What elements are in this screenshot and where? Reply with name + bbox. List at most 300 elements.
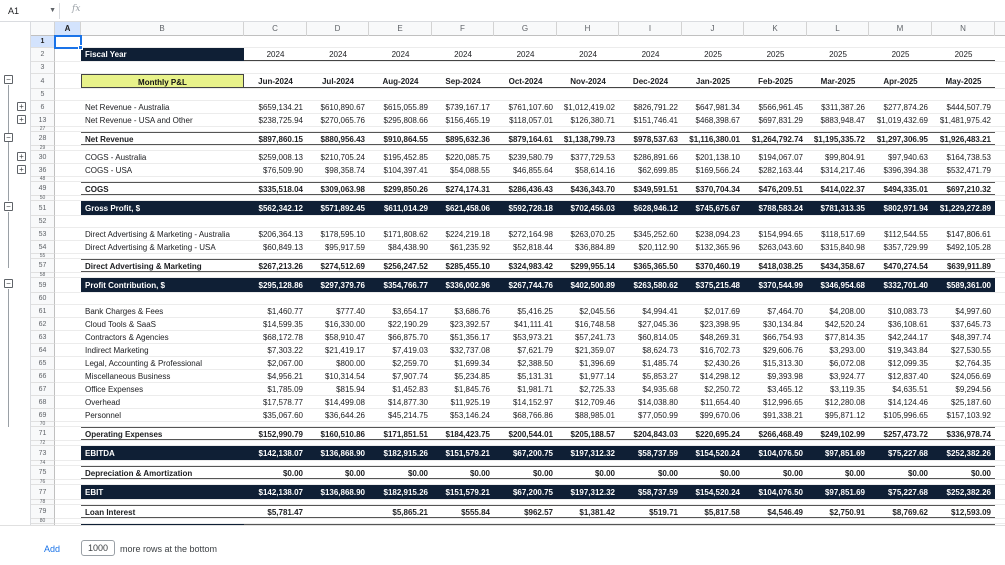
value-cell[interactable]: $99,670.06 bbox=[699, 411, 740, 420]
value-cell[interactable]: $16,748.58 bbox=[574, 320, 615, 329]
value-cell[interactable]: $802,971.94 bbox=[869, 201, 932, 215]
value-cell[interactable]: $238,094.23 bbox=[695, 230, 740, 239]
value-cell[interactable]: $532,471.79 bbox=[946, 166, 991, 175]
value-cell[interactable]: $12,996.65 bbox=[762, 398, 803, 407]
value-cell[interactable]: $14,038.80 bbox=[637, 398, 678, 407]
value-cell[interactable]: $1,138,799.73 bbox=[557, 132, 619, 145]
value-cell[interactable]: $88,985.01 bbox=[574, 411, 615, 420]
value-cell[interactable]: $324,983.42 bbox=[494, 259, 557, 272]
value-cell[interactable]: $1,452.83 bbox=[392, 385, 428, 394]
value-cell[interactable]: $8,624.73 bbox=[642, 346, 678, 355]
value-cell[interactable]: $402,500.89 bbox=[557, 278, 619, 292]
value-cell[interactable]: $27,045.36 bbox=[637, 320, 678, 329]
row-header[interactable]: 79 bbox=[31, 505, 55, 519]
value-cell[interactable]: $2,725.33 bbox=[579, 385, 615, 394]
value-cell[interactable]: 2025 bbox=[807, 48, 869, 61]
value-cell[interactable]: $2,388.50 bbox=[517, 359, 553, 368]
value-cell[interactable]: $1,926,483.21 bbox=[932, 132, 995, 145]
value-cell[interactable]: $15,313.30 bbox=[762, 359, 803, 368]
value-cell[interactable]: 2025 bbox=[744, 48, 807, 61]
value-cell[interactable]: $184,423.75 bbox=[432, 427, 494, 440]
value-cell[interactable]: $154,520.24 bbox=[682, 446, 744, 460]
row-header[interactable]: 54 bbox=[31, 241, 55, 254]
row-label-cell[interactable]: Cloud Tools & SaaS bbox=[85, 320, 157, 329]
value-cell[interactable]: $224,219.18 bbox=[445, 230, 490, 239]
value-cell[interactable]: $136,868.90 bbox=[307, 485, 369, 499]
value-cell[interactable]: $739,167.17 bbox=[445, 103, 490, 112]
value-cell[interactable]: $370,544.99 bbox=[744, 278, 807, 292]
value-cell[interactable]: $206,364.13 bbox=[258, 230, 303, 239]
value-cell[interactable]: $263,580.62 bbox=[619, 278, 682, 292]
value-cell[interactable]: $883,948.47 bbox=[820, 116, 865, 125]
value-cell[interactable]: $14,298.12 bbox=[699, 372, 740, 381]
value-cell[interactable]: $879,164.61 bbox=[494, 132, 557, 145]
value-cell[interactable]: $370,704.34 bbox=[682, 182, 744, 195]
value-cell[interactable]: $118,057.01 bbox=[509, 116, 553, 125]
value-cell[interactable]: $555.84 bbox=[432, 505, 494, 518]
value-cell[interactable]: $259,008.13 bbox=[258, 153, 303, 162]
row-label-cell[interactable]: Fiscal Year bbox=[81, 48, 244, 61]
value-cell[interactable]: $14,124.46 bbox=[887, 398, 928, 407]
value-cell[interactable]: $68,766.86 bbox=[512, 411, 553, 420]
value-cell[interactable]: $659,134.21 bbox=[258, 103, 303, 112]
row-header[interactable]: 70 bbox=[31, 422, 55, 427]
expand-group-icon[interactable]: + bbox=[17, 115, 26, 124]
value-cell[interactable]: $1,699.34 bbox=[454, 359, 490, 368]
value-cell[interactable]: Dec-2024 bbox=[619, 74, 682, 88]
value-cell[interactable]: $1,785.09 bbox=[267, 385, 303, 394]
value-cell[interactable]: $286,891.66 bbox=[633, 153, 678, 162]
value-cell[interactable]: $12,709.46 bbox=[574, 398, 615, 407]
row-header[interactable]: 60 bbox=[31, 293, 55, 305]
value-cell[interactable]: $0.00 bbox=[682, 466, 744, 479]
value-cell[interactable]: $104,076.50 bbox=[744, 446, 807, 460]
value-cell[interactable]: $492,105.28 bbox=[946, 243, 991, 252]
value-cell[interactable]: $36,108.61 bbox=[887, 320, 928, 329]
value-cell[interactable]: $697,210.32 bbox=[932, 182, 995, 195]
value-cell[interactable]: 2025 bbox=[932, 48, 995, 61]
value-cell[interactable]: $9,294.56 bbox=[955, 385, 991, 394]
value-cell[interactable]: $0.00 bbox=[619, 466, 682, 479]
value-cell[interactable]: $1,485.74 bbox=[642, 359, 678, 368]
value-cell[interactable]: $194,067.07 bbox=[758, 153, 803, 162]
value-cell[interactable]: 2024 bbox=[494, 48, 557, 61]
value-cell[interactable]: $171,808.62 bbox=[383, 230, 428, 239]
value-cell[interactable]: Sep-2024 bbox=[432, 74, 494, 88]
row-header[interactable]: 67 bbox=[31, 383, 55, 396]
column-header-h[interactable]: H bbox=[557, 22, 619, 36]
row-label-cell[interactable]: Loan Interest bbox=[81, 505, 244, 518]
row-header[interactable]: 73 bbox=[31, 446, 55, 461]
row-header[interactable]: 69 bbox=[31, 409, 55, 422]
value-cell[interactable]: $777.40 bbox=[336, 307, 365, 316]
value-cell[interactable]: $3,686.76 bbox=[454, 307, 490, 316]
value-cell[interactable]: $60,814.05 bbox=[637, 333, 678, 342]
value-cell[interactable]: $238,725.94 bbox=[258, 116, 303, 125]
value-cell[interactable]: $118,517.69 bbox=[821, 230, 865, 239]
value-cell[interactable]: $75,227.68 bbox=[869, 446, 932, 460]
value-cell[interactable]: $22,190.29 bbox=[387, 320, 428, 329]
collapse-group-icon[interactable]: − bbox=[4, 133, 13, 142]
value-cell[interactable]: $195,452.85 bbox=[383, 153, 428, 162]
name-box[interactable] bbox=[4, 3, 60, 19]
value-cell[interactable]: $297,379.76 bbox=[307, 278, 369, 292]
value-cell[interactable]: $566,961.45 bbox=[758, 103, 803, 112]
value-cell[interactable]: $57,241.73 bbox=[574, 333, 615, 342]
value-cell[interactable]: $197,312.32 bbox=[557, 485, 619, 499]
row-header[interactable]: 57 bbox=[31, 259, 55, 273]
value-cell[interactable]: $0.00 bbox=[244, 466, 307, 479]
expand-group-icon[interactable]: + bbox=[17, 102, 26, 111]
value-cell[interactable]: $978,537.63 bbox=[619, 132, 682, 145]
value-cell[interactable]: $5,853.27 bbox=[642, 372, 678, 381]
value-cell[interactable]: $761,107.60 bbox=[508, 103, 553, 112]
value-cell[interactable]: $12,099.35 bbox=[887, 359, 928, 368]
value-cell[interactable]: $98,358.74 bbox=[324, 166, 365, 175]
value-cell[interactable]: $6,072.08 bbox=[829, 359, 865, 368]
value-cell[interactable]: $2,259.70 bbox=[392, 359, 428, 368]
value-cell[interactable]: 2024 bbox=[432, 48, 494, 61]
value-cell[interactable]: $67,200.75 bbox=[494, 485, 557, 499]
value-cell[interactable]: $169,566.24 bbox=[695, 166, 740, 175]
column-header-b[interactable]: B bbox=[81, 22, 244, 36]
row-label-cell[interactable]: Office Expenses bbox=[85, 385, 144, 394]
value-cell[interactable]: $48,269.31 bbox=[699, 333, 740, 342]
value-cell[interactable]: $745,675.67 bbox=[682, 201, 744, 215]
value-cell[interactable]: $295,808.66 bbox=[383, 116, 428, 125]
value-cell[interactable]: $354,766.77 bbox=[369, 278, 432, 292]
expand-group-icon[interactable]: + bbox=[17, 165, 26, 174]
value-cell[interactable]: $19,343.84 bbox=[887, 346, 928, 355]
value-cell[interactable]: $2,017.69 bbox=[704, 307, 740, 316]
value-cell[interactable]: $1,481,975.42 bbox=[939, 116, 991, 125]
value-cell[interactable]: $0.00 bbox=[869, 466, 932, 479]
value-cell[interactable]: $3,119.35 bbox=[830, 385, 865, 394]
value-cell[interactable]: $0.00 bbox=[932, 466, 995, 479]
value-cell[interactable]: $53,973.21 bbox=[512, 333, 553, 342]
value-cell[interactable]: $357,729.99 bbox=[883, 243, 928, 252]
row-label-cell[interactable]: Net Revenue - Australia bbox=[85, 103, 170, 112]
value-cell[interactable]: $16,330.00 bbox=[324, 320, 365, 329]
value-cell[interactable]: $151,579.21 bbox=[432, 485, 494, 499]
value-cell[interactable]: $14,599.35 bbox=[262, 320, 303, 329]
value-cell[interactable]: Jun-2024 bbox=[244, 74, 307, 88]
value-cell[interactable]: $76,509.90 bbox=[262, 166, 303, 175]
row-label-cell[interactable]: COGS - USA bbox=[85, 166, 133, 175]
value-cell[interactable]: $2,067.00 bbox=[267, 359, 303, 368]
value-cell[interactable]: $267,744.76 bbox=[494, 278, 557, 292]
value-cell[interactable]: $27,530.55 bbox=[950, 346, 991, 355]
value-cell[interactable]: $365,365.50 bbox=[619, 259, 682, 272]
value-cell[interactable]: $12,280.08 bbox=[824, 398, 865, 407]
value-cell[interactable]: $152,990.79 bbox=[244, 427, 307, 440]
row-header[interactable]: 65 bbox=[31, 357, 55, 370]
value-cell[interactable]: $60,849.13 bbox=[262, 243, 303, 252]
value-cell[interactable]: $800.00 bbox=[336, 359, 365, 368]
fill-handle[interactable] bbox=[78, 45, 83, 50]
column-header-e[interactable]: E bbox=[369, 22, 432, 36]
row-label-cell[interactable]: Gross Profit, $ bbox=[81, 201, 244, 215]
value-cell[interactable]: $610,890.67 bbox=[320, 103, 365, 112]
value-cell[interactable]: $220,695.24 bbox=[682, 427, 744, 440]
value-cell[interactable]: $377,729.53 bbox=[570, 153, 615, 162]
value-cell[interactable]: $315,840.98 bbox=[820, 243, 865, 252]
add-rows-button[interactable]: Add bbox=[44, 544, 61, 554]
value-cell[interactable]: $156,465.19 bbox=[445, 116, 490, 125]
value-cell[interactable]: $97,851.69 bbox=[807, 446, 869, 460]
chevron-down-icon[interactable]: ▼ bbox=[49, 7, 56, 14]
row-header[interactable]: 28 bbox=[31, 132, 55, 146]
value-cell[interactable]: $97,851.69 bbox=[807, 485, 869, 499]
value-cell[interactable]: $171,851.51 bbox=[369, 427, 432, 440]
value-cell[interactable]: $61,235.92 bbox=[449, 243, 490, 252]
value-cell[interactable]: $52,818.44 bbox=[512, 243, 553, 252]
value-cell[interactable]: $815.94 bbox=[336, 385, 365, 394]
value-cell[interactable]: $345,252.60 bbox=[633, 230, 678, 239]
value-cell[interactable]: $346,954.68 bbox=[807, 278, 869, 292]
value-cell[interactable]: $396,394.38 bbox=[883, 166, 928, 175]
value-cell[interactable]: $4,997.60 bbox=[955, 307, 991, 316]
value-cell[interactable]: $142,138.07 bbox=[244, 485, 307, 499]
value-cell[interactable]: $154,994.65 bbox=[758, 230, 803, 239]
row-header[interactable]: 4 bbox=[31, 74, 55, 89]
value-cell[interactable]: $468,398.67 bbox=[695, 116, 740, 125]
value-cell[interactable]: 2024 bbox=[619, 48, 682, 61]
row-header[interactable]: 66 bbox=[31, 370, 55, 383]
value-cell[interactable]: $1,297,306.95 bbox=[869, 132, 932, 145]
value-cell[interactable]: $20,112.90 bbox=[638, 243, 678, 252]
value-cell[interactable]: $270,065.76 bbox=[320, 116, 365, 125]
value-cell[interactable]: $46,855.64 bbox=[512, 166, 553, 175]
value-cell[interactable]: $58,737.59 bbox=[619, 485, 682, 499]
row-label-cell[interactable]: Net Revenue - USA and Other bbox=[85, 116, 193, 125]
value-cell[interactable]: $494,335.01 bbox=[869, 182, 932, 195]
value-cell[interactable]: $1,012,419.02 bbox=[563, 103, 615, 112]
row-header[interactable]: 2 bbox=[31, 48, 55, 62]
value-cell[interactable]: $349,591.51 bbox=[619, 182, 682, 195]
value-cell[interactable]: $97,940.63 bbox=[887, 153, 928, 162]
value-cell[interactable]: $311,387.26 bbox=[821, 103, 865, 112]
value-cell[interactable]: $256,247.52 bbox=[369, 259, 432, 272]
value-cell[interactable]: $151,579.21 bbox=[432, 446, 494, 460]
value-cell[interactable]: $1,264,792.74 bbox=[744, 132, 807, 145]
row-label-cell[interactable]: Depreciation & Amortization bbox=[81, 466, 244, 479]
value-cell[interactable]: 2024 bbox=[307, 48, 369, 61]
row-label-cell[interactable]: EBIT bbox=[81, 485, 244, 499]
value-cell[interactable]: $2,430.26 bbox=[704, 359, 740, 368]
value-cell[interactable]: Jul-2024 bbox=[307, 74, 369, 88]
value-cell[interactable]: $30,134.84 bbox=[762, 320, 803, 329]
value-cell[interactable]: $4,635.51 bbox=[892, 385, 928, 394]
collapse-group-icon[interactable]: − bbox=[4, 279, 13, 288]
value-cell[interactable] bbox=[307, 505, 369, 518]
value-cell[interactable]: $182,915.26 bbox=[369, 446, 432, 460]
value-cell[interactable]: $277,874.26 bbox=[883, 103, 928, 112]
row-header[interactable]: 74 bbox=[31, 461, 55, 466]
collapse-group-icon[interactable]: − bbox=[4, 202, 13, 211]
value-cell[interactable]: $0.00 bbox=[807, 466, 869, 479]
value-cell[interactable]: $41,111.41 bbox=[514, 320, 553, 329]
value-cell[interactable]: $5,781.47 bbox=[244, 505, 307, 518]
column-header-c[interactable]: C bbox=[244, 22, 307, 36]
value-cell[interactable]: Feb-2025 bbox=[744, 74, 807, 88]
value-cell[interactable]: $3,924.77 bbox=[829, 372, 865, 381]
value-cell[interactable]: Jan-2025 bbox=[682, 74, 744, 88]
value-cell[interactable]: $151,746.41 bbox=[633, 116, 678, 125]
value-cell[interactable]: $444,507.79 bbox=[946, 103, 991, 112]
value-cell[interactable]: $2,250.72 bbox=[704, 385, 740, 394]
row-label-cell[interactable]: Overhead bbox=[85, 398, 121, 407]
value-cell[interactable]: $571,892.45 bbox=[307, 201, 369, 215]
value-cell[interactable]: $105,996.65 bbox=[883, 411, 928, 420]
select-all-corner[interactable] bbox=[31, 22, 55, 36]
value-cell[interactable]: $21,419.17 bbox=[324, 346, 365, 355]
row-header[interactable]: 29 bbox=[31, 146, 55, 151]
column-header-i[interactable]: I bbox=[619, 22, 682, 36]
value-cell[interactable]: $7,907.74 bbox=[392, 372, 428, 381]
value-cell[interactable]: $53,146.24 bbox=[449, 411, 490, 420]
value-cell[interactable]: $36,644.26 bbox=[324, 411, 365, 420]
value-cell[interactable]: $257,473.72 bbox=[869, 427, 932, 440]
row-header[interactable]: 61 bbox=[31, 305, 55, 318]
value-cell[interactable]: $299,850.26 bbox=[369, 182, 432, 195]
value-cell[interactable]: $136,868.90 bbox=[307, 446, 369, 460]
value-cell[interactable]: $204,843.03 bbox=[619, 427, 682, 440]
value-cell[interactable]: $14,499.08 bbox=[324, 398, 365, 407]
value-cell[interactable]: $51,356.17 bbox=[449, 333, 490, 342]
value-cell[interactable]: $10,314.54 bbox=[324, 372, 365, 381]
value-cell[interactable]: $434,358.67 bbox=[807, 259, 869, 272]
value-cell[interactable]: $611,014.29 bbox=[369, 201, 432, 215]
row-label-cell[interactable]: Contractors & Agencies bbox=[85, 333, 169, 342]
value-cell[interactable]: $418,038.25 bbox=[744, 259, 807, 272]
row-header[interactable]: 49 bbox=[31, 182, 55, 196]
value-cell[interactable]: $11,654.40 bbox=[700, 398, 740, 407]
value-cell[interactable]: $519.71 bbox=[619, 505, 682, 518]
value-cell[interactable]: 2025 bbox=[869, 48, 932, 61]
value-cell[interactable]: $0.00 bbox=[557, 466, 619, 479]
value-cell[interactable]: $476,209.51 bbox=[744, 182, 807, 195]
column-header-k[interactable]: K bbox=[744, 22, 807, 36]
value-cell[interactable]: $126,380.71 bbox=[570, 116, 615, 125]
value-cell[interactable]: $1,396.69 bbox=[579, 359, 615, 368]
value-cell[interactable]: $197,312.32 bbox=[557, 446, 619, 460]
value-cell[interactable]: Nov-2024 bbox=[557, 74, 619, 88]
row-header[interactable]: 68 bbox=[31, 396, 55, 409]
value-cell[interactable]: $5,131.31 bbox=[517, 372, 553, 381]
value-cell[interactable]: $21,359.07 bbox=[574, 346, 615, 355]
row-header[interactable]: 48 bbox=[31, 177, 55, 182]
value-cell[interactable]: $11,925.19 bbox=[450, 398, 490, 407]
value-cell[interactable]: 2025 bbox=[682, 48, 744, 61]
value-cell[interactable]: $7,621.79 bbox=[517, 346, 553, 355]
value-cell[interactable]: $14,152.97 bbox=[512, 398, 553, 407]
value-cell[interactable]: $335,518.04 bbox=[244, 182, 307, 195]
value-cell[interactable]: $66,875.70 bbox=[387, 333, 428, 342]
value-cell[interactable]: Mar-2025 bbox=[807, 74, 869, 88]
row-header[interactable]: 76 bbox=[31, 480, 55, 485]
value-cell[interactable]: $647,981.34 bbox=[695, 103, 740, 112]
value-cell[interactable]: $1,977.14 bbox=[579, 372, 615, 381]
row-header[interactable]: 13 bbox=[31, 114, 55, 127]
value-cell[interactable]: $895,632.36 bbox=[432, 132, 494, 145]
value-cell[interactable]: $910,864.55 bbox=[369, 132, 432, 145]
row-label-cell[interactable]: Indirect Marketing bbox=[85, 346, 149, 355]
value-cell[interactable]: $12,593.09 bbox=[932, 505, 995, 518]
value-cell[interactable]: $2,764.35 bbox=[955, 359, 991, 368]
value-cell[interactable]: $32,737.08 bbox=[449, 346, 490, 355]
value-cell[interactable]: $5,416.25 bbox=[517, 307, 553, 316]
value-cell[interactable]: $84,438.90 bbox=[387, 243, 428, 252]
row-header[interactable]: 30 bbox=[31, 151, 55, 164]
value-cell[interactable]: $249,102.99 bbox=[807, 427, 869, 440]
value-cell[interactable]: $104,397.41 bbox=[383, 166, 428, 175]
row-label-cell[interactable]: EBITDA bbox=[81, 446, 244, 460]
value-cell[interactable]: $24,056.69 bbox=[950, 372, 991, 381]
row-header[interactable]: 5 bbox=[31, 89, 55, 101]
value-cell[interactable]: $62,699.85 bbox=[637, 166, 678, 175]
value-cell[interactable]: Oct-2024 bbox=[494, 74, 557, 88]
value-cell[interactable]: $880,956.43 bbox=[307, 132, 369, 145]
value-cell[interactable]: $309,063.98 bbox=[307, 182, 369, 195]
value-cell[interactable]: $1,019,432.69 bbox=[876, 116, 928, 125]
value-cell[interactable]: $7,419.03 bbox=[392, 346, 428, 355]
value-cell[interactable]: $266,468.49 bbox=[744, 427, 807, 440]
row-label-cell[interactable]: Legal, Accounting & Professional bbox=[85, 359, 202, 368]
row-header[interactable]: 51 bbox=[31, 201, 55, 216]
value-cell[interactable]: $42,520.24 bbox=[824, 320, 865, 329]
value-cell[interactable]: $36,884.89 bbox=[574, 243, 615, 252]
value-cell[interactable]: $77,050.99 bbox=[637, 411, 678, 420]
value-cell[interactable]: $45,214.75 bbox=[387, 411, 428, 420]
row-header[interactable]: 80 bbox=[31, 519, 55, 524]
value-cell[interactable]: $4,994.41 bbox=[642, 307, 678, 316]
value-cell[interactable]: $436,343.70 bbox=[557, 182, 619, 195]
value-cell[interactable]: $239,580.79 bbox=[508, 153, 553, 162]
value-cell[interactable]: $592,728.18 bbox=[494, 201, 557, 215]
value-cell[interactable]: $0.00 bbox=[494, 466, 557, 479]
value-cell[interactable]: $17,578.77 bbox=[262, 398, 303, 407]
value-cell[interactable]: $274,512.69 bbox=[307, 259, 369, 272]
value-cell[interactable]: $285,455.10 bbox=[432, 259, 494, 272]
value-cell[interactable]: $95,917.59 bbox=[324, 243, 365, 252]
value-cell[interactable]: $336,002.96 bbox=[432, 278, 494, 292]
value-cell[interactable]: $200,544.01 bbox=[494, 427, 557, 440]
value-cell[interactable]: $1,981.71 bbox=[517, 385, 553, 394]
column-header-g[interactable]: G bbox=[494, 22, 557, 36]
value-cell[interactable]: $2,750.91 bbox=[807, 505, 869, 518]
expand-group-icon[interactable]: + bbox=[17, 152, 26, 161]
row-header[interactable]: 55 bbox=[31, 254, 55, 259]
value-cell[interactable]: 2024 bbox=[557, 48, 619, 61]
row-label-cell[interactable]: Personnel bbox=[85, 411, 122, 420]
value-cell[interactable]: $3,465.12 bbox=[767, 385, 803, 394]
value-cell[interactable]: $826,791.22 bbox=[633, 103, 678, 112]
row-header[interactable]: 75 bbox=[31, 466, 55, 480]
value-cell[interactable]: $4,208.00 bbox=[829, 307, 865, 316]
value-cell[interactable]: $154,520.24 bbox=[682, 485, 744, 499]
value-cell[interactable]: $370,460.19 bbox=[682, 259, 744, 272]
value-cell[interactable]: $414,022.37 bbox=[807, 182, 869, 195]
row-label-cell[interactable]: Bank Charges & Fees bbox=[85, 307, 164, 316]
value-cell[interactable]: $286,436.43 bbox=[494, 182, 557, 195]
value-cell[interactable]: $67,200.75 bbox=[494, 446, 557, 460]
value-cell[interactable]: $295,128.86 bbox=[244, 278, 307, 292]
value-cell[interactable]: $274,174.31 bbox=[432, 182, 494, 195]
value-cell[interactable]: $639,911.89 bbox=[932, 259, 995, 272]
row-header[interactable]: 3 bbox=[31, 62, 55, 74]
value-cell[interactable]: $142,138.07 bbox=[244, 446, 307, 460]
